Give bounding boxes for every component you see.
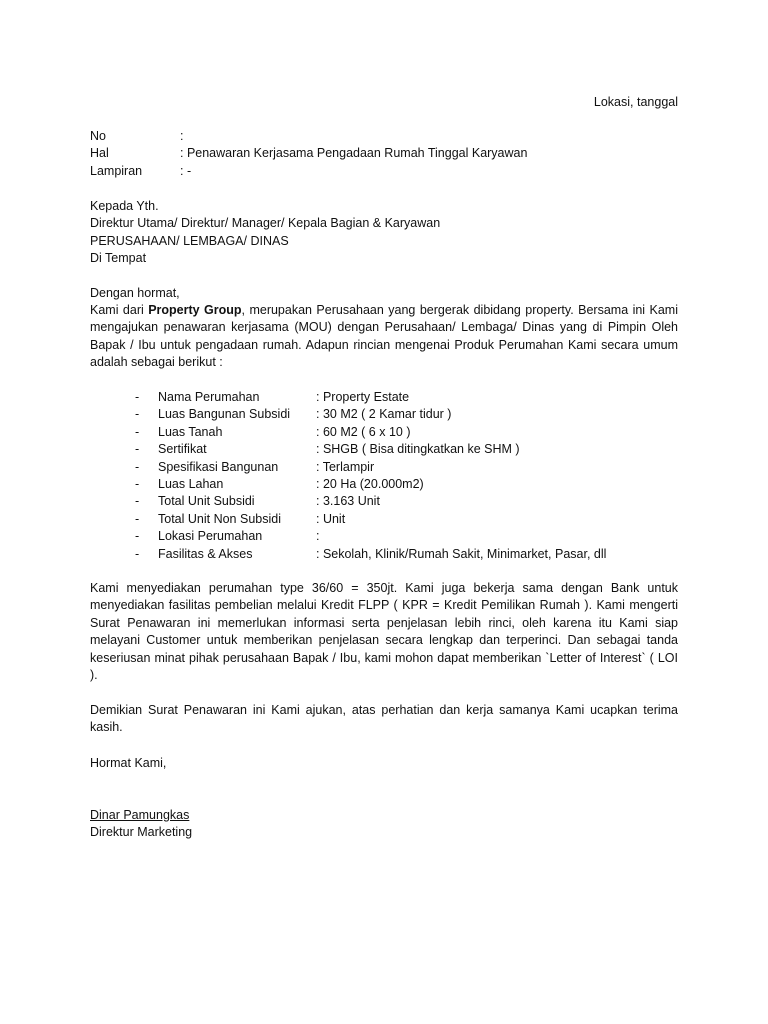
bullet-dash: - [135,494,140,509]
recipient-line: Di Tempat [90,251,147,266]
spec-item [90,441,678,458]
spec-value: : Terlampir [316,459,375,474]
spec-item [90,389,678,406]
spec-item [90,511,678,528]
bullet-dash: - [135,511,140,526]
bullet-dash: - [135,424,140,439]
meta-row-subject [90,145,678,162]
spec-label: Total Unit Non Subsidi [158,511,281,526]
intro-rest: , merupakan Perusahaan yang bergerak dibidang property. Bersama ini Kami mengajukan penawaran kerjasama (MOU) dengan Perusahaan/ Lembaga/ Dinas yang di Pimpin Oleh Bapak / Ibu untuk pengadaan rumah. Adapun rincian mengenai Produk Perumahan Kami secara umum adalah sebagai berikut : [90,303,678,370]
spec-value: : Property Estate [316,390,410,404]
meta-row-no [90,128,678,145]
bullet-dash: - [135,407,140,422]
meta-value: : [180,129,184,143]
recipient-block [90,198,678,268]
spec-label: Spesifikasi Bangunan [158,459,279,474]
spec-item [90,528,678,545]
meta-value: : - [180,163,192,178]
bullet-dash: - [135,529,140,544]
offer-paragraph: Kami menyediakan perumahan type 36/60 = 350jt. Kami juga bekerja sama dengan Bank untuk menyediakan fasilitas pembelian melalui Kredit FLPP ( KPR = Kredit Pemilikan Rumah ). Kami mengerti Surat Penawaran ini memerlukan informasi serta penjelasan lebih rinci, oleh karena itu Kami siap melayani Customer untuk memberikan penjelasan secara lengkap dan terperinci. Dan sebagai tanda keseriusan minat pihak perusahaan Bapak / Ibu, kami mohon dapat memberikan `Letter of Interest` ( LOI ). [90,581,678,683]
company-name: Property Group [148,303,242,317]
letter-meta [90,128,678,180]
spec-item [90,424,678,441]
spec-label: Luas Lahan [158,476,224,491]
intro-paragraph [90,302,678,372]
spec-item [90,476,678,493]
recipient-line: Kepada Yth. [90,199,159,213]
spec-value: : 30 M2 ( 2 Kamar tidur ) [316,407,452,422]
bullet-dash: - [135,476,140,491]
signer-title: Direktur Marketing [90,825,193,840]
meta-value: : Penawaran Kerjasama Pengadaan Rumah Tinggal Karyawan [180,146,528,161]
recipient-line: Direktur Utama/ Direktur/ Manager/ Kepala Bagian & Karyawan [90,216,441,231]
spec-value: : 3.163 Unit [316,494,380,509]
bullet-dash: - [135,390,140,404]
spec-value: : 60 M2 ( 6 x 10 ) [316,424,411,439]
spec-value: : [316,529,320,544]
spec-list [90,389,678,563]
spec-label: Luas Tanah [158,424,223,439]
spec-value: : SHGB ( Bisa ditingkatkan ke SHM ) [316,442,520,457]
bullet-dash: - [135,442,140,457]
bullet-dash: - [135,459,140,474]
meta-label: No [90,129,106,143]
signature-block [90,807,678,842]
spec-item [90,406,678,423]
greeting: Dengan hormat, [90,286,180,300]
bullet-dash: - [135,546,140,561]
spec-label: Lokasi Perumahan [158,529,263,544]
spec-item [90,493,678,510]
spec-item [90,459,678,476]
meta-label: Lampiran [90,163,143,178]
signer-name: Dinar Pamungkas [90,808,190,822]
spec-value: : 20 Ha (20.000m2) [316,476,424,491]
spec-value: : Sekolah, Klinik/Rumah Sakit, Minimarket, Pasar, dll [316,546,607,561]
meta-label: Hal [90,146,109,161]
spec-label: Total Unit Subsidi [158,494,255,509]
place-date: Lokasi, tanggal [593,95,678,109]
spec-label: Sertifikat [158,442,207,457]
closing-paragraph: Demikian Surat Penawaran ini Kami ajukan, atas perhatian dan kerja samanya Kami ucapkan terima kasih. [90,703,678,735]
signature-closing: Hormat Kami, [90,756,167,770]
spec-label: Nama Perumahan [158,390,260,404]
recipient-line: PERUSAHAAN/ LEMBAGA/ DINAS [90,233,289,248]
spec-item [90,546,678,563]
spec-label: Luas Bangunan Subsidi [158,407,291,422]
spec-value: : Unit [316,511,346,526]
meta-row-attachment [90,163,678,180]
intro-prefix: Kami dari [90,303,149,317]
spec-label: Fasilitas & Akses [158,546,253,561]
